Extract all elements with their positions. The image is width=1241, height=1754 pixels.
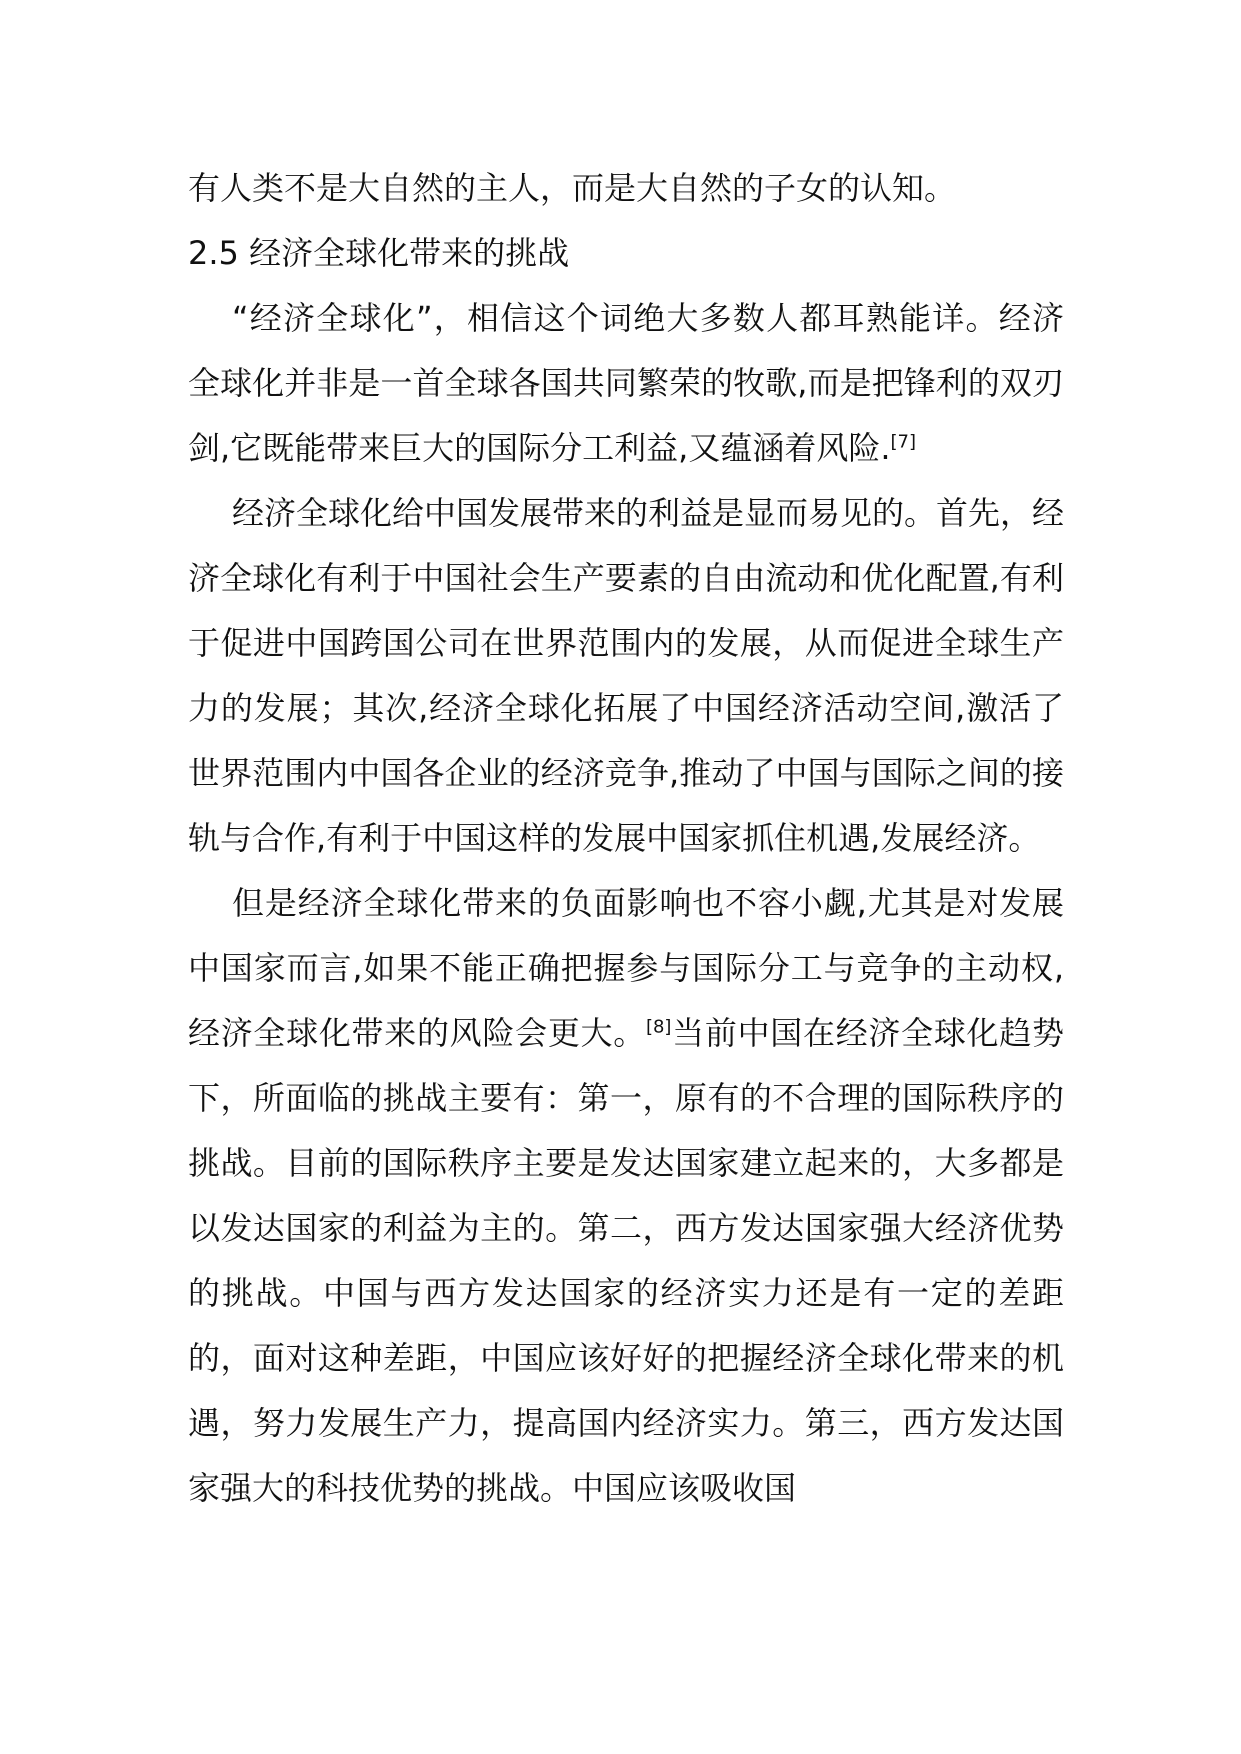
paragraph-2: 经济全球化给中国发展带来的利益是显而易见的。首先，经济全球化有利于中国社会生产要素的自由流动和优化配置,有利于促进中国跨国公司在世界范围内的发展，从而促进全球生产力的发展；其次,经济全球化拓展了中国经济活动空间,激活了世界范围内中国各企业的经济竞争,推动了中国与国际之间的接轨与合作,有利于中国这样的发展中国家抓住机遇,发展经济。: [188, 494, 1065, 857]
document-page: [188, 156, 1064, 1521]
section-heading: 2.5 经济全球化带来的挑战: [188, 234, 570, 272]
citation-7: [7]: [890, 431, 917, 453]
paragraph-3-text-b: 当前中国在经济全球化趋势下，所面临的挑战主要有：第一，原有的不合理的国际秩序的挑战。目前的国际秩序主要是发达国家建立起来的，大多都是以发达国家的利益为主的。第二，西方发达国家强大经济优势的挑战。中国与西方发达国家的经济实力还是有一定的差距的，面对这种差距，中国应该好好的把握经济全球化带来的机遇，努力发展生产力，提高国内经济实力。第三，西方发达国家强大的科技优势的挑战。中国应该吸收国: [188, 1014, 1064, 1507]
paragraph-continuation: 有人类不是大自然的主人，而是大自然的子女的认知。: [188, 169, 957, 207]
citation-8: [8]: [645, 1016, 672, 1038]
paragraph-1-text: “经济全球化”，相信这个词绝大多数人都耳熟能详。经济全球化并非是一首全球各国共同繁荣的牧歌,而是把锋利的双刃剑,它既能带来巨大的国际分工利益,又蕴涵着风险.: [188, 299, 1064, 467]
paragraph-3-text-a: 但是经济全球化带来的负面影响也不容小觑,尤其是对发展中国家而言,如果不能正确把握参与国际分工与竞争的主动权,经济全球化带来的风险会更大。: [188, 884, 1064, 1052]
paragraph-1: [188, 286, 1064, 481]
paragraph-3: [188, 871, 1064, 1521]
